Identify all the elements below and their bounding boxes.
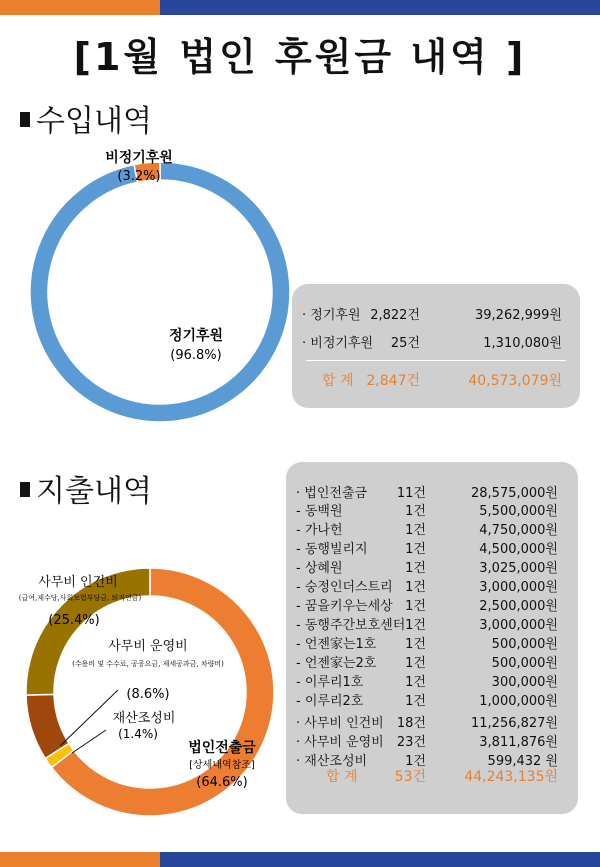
row-amount: 3,025,000원 bbox=[479, 561, 558, 576]
row-count: 23건 bbox=[396, 735, 426, 750]
row-amount: 599,432 원 bbox=[487, 754, 558, 769]
label-irregular-name: 비정기후원 bbox=[105, 150, 173, 166]
row-amount: 500,000원 bbox=[491, 656, 558, 671]
expense-summary-box bbox=[286, 462, 578, 814]
expense-row bbox=[286, 595, 578, 613]
label-transfer-pct: (64.6%) bbox=[196, 775, 248, 790]
row-amount: 4,500,000원 bbox=[479, 542, 558, 557]
top-color-bar bbox=[0, 0, 600, 15]
row-amount: 500,000원 bbox=[491, 637, 558, 652]
row-count: 1건 bbox=[405, 754, 426, 769]
row-count: 11건 bbox=[396, 486, 426, 501]
row-count: 1건 bbox=[405, 675, 426, 690]
row-label: · 재산조성비 bbox=[296, 754, 368, 769]
income-row: · 정기후원 2,822건 39,262,999원 bbox=[302, 308, 562, 323]
expense-row bbox=[286, 712, 578, 730]
row-label: · 사무비 운영비 bbox=[296, 735, 384, 750]
row-count: 1건 bbox=[405, 504, 426, 519]
row-label: - 이루리1호 bbox=[296, 675, 364, 690]
label-operating-note: (수용비 및 수수료, 공공요금, 제세공과금, 차량비) bbox=[72, 660, 224, 668]
row-label: - 동백원 bbox=[296, 504, 343, 519]
income-heading: 수입내역 bbox=[20, 96, 152, 140]
row-count: 1건 bbox=[405, 694, 426, 709]
leader-line bbox=[72, 730, 106, 753]
expense-row bbox=[286, 671, 578, 689]
expense-row bbox=[286, 690, 578, 708]
row-label: · 사무비 인건비 bbox=[296, 716, 384, 731]
label-transfer-name: 법인전출금 bbox=[188, 740, 256, 756]
row-label: - 숭정인더스트리 bbox=[296, 580, 393, 595]
expense-total-row: 합 계 53건 44,243,135원 bbox=[326, 769, 558, 785]
label-personnel-note: (급여,제수당,사회보험부담금, 퇴직연금) bbox=[18, 594, 142, 602]
row-count: 1건 bbox=[405, 618, 426, 633]
row-amount: 3,000,000원 bbox=[479, 580, 558, 595]
income-total-row: 합 계 2,847건 40,573,079원 bbox=[322, 373, 562, 389]
row-count: 1건 bbox=[405, 637, 426, 652]
expense-row bbox=[286, 576, 578, 594]
income-summary-box bbox=[292, 284, 580, 408]
row-label: - 상혜원 bbox=[296, 561, 343, 576]
row-amount: 2,500,000원 bbox=[479, 599, 558, 614]
row-label: - 동행빌리지 bbox=[296, 542, 368, 557]
row-label: · 법인전출금 bbox=[296, 486, 368, 501]
row-label: - 가나헌 bbox=[296, 523, 343, 538]
row-amount: 3,000,000원 bbox=[479, 618, 558, 633]
row-amount: 3,811,876원 bbox=[479, 735, 558, 750]
income-row: · 비정기후원 25건 1,310,080원 bbox=[302, 336, 562, 351]
income-donut-chart bbox=[0, 140, 300, 430]
label-asset-pct: (1.4%) bbox=[118, 727, 158, 741]
expense-row bbox=[286, 538, 578, 556]
label-regular-pct: (96.8%) bbox=[170, 348, 222, 363]
label-personnel-pct: (25.4%) bbox=[48, 613, 100, 628]
divider bbox=[306, 360, 566, 361]
page-title: [1월 법인 후원금 내역 ] bbox=[73, 35, 527, 79]
bullet-icon bbox=[20, 482, 30, 497]
label-operating-name: 사무비 운영비 bbox=[108, 639, 188, 654]
leader-line bbox=[60, 690, 118, 746]
label-personnel-name: 사무비 인건비 bbox=[38, 575, 118, 590]
row-label: - 이루리2호 bbox=[296, 694, 364, 709]
row-label: - 언젠家는1호 bbox=[296, 637, 377, 652]
row-label: - 동행주간보호센터 bbox=[296, 618, 406, 633]
donut-slice-정기후원 bbox=[30, 162, 290, 422]
row-count: 1건 bbox=[405, 561, 426, 576]
expense-heading: 지출내역 bbox=[20, 466, 152, 510]
row-amount: 1,000,000원 bbox=[479, 694, 558, 709]
row-amount: 5,500,000원 bbox=[479, 504, 558, 519]
label-transfer-note: [상세내역참조] bbox=[189, 760, 255, 771]
row-amount: 28,575,000원 bbox=[471, 486, 558, 501]
row-amount: 4,750,000원 bbox=[479, 523, 558, 538]
expense-row bbox=[286, 652, 578, 670]
expense-row bbox=[286, 614, 578, 632]
label-irregular-pct: (3.2%) bbox=[117, 169, 161, 184]
label-regular-name: 정기후원 bbox=[168, 328, 224, 344]
expense-row bbox=[286, 633, 578, 651]
bottom-color-bar bbox=[0, 852, 600, 867]
row-count: 1건 bbox=[405, 523, 426, 538]
row-count: 1건 bbox=[405, 599, 426, 614]
bullet-icon bbox=[20, 112, 30, 127]
label-operating-pct: (8.6%) bbox=[126, 687, 170, 702]
row-count: 1건 bbox=[405, 580, 426, 595]
expense-donut-chart bbox=[0, 540, 290, 820]
row-label: - 언젠家는2호 bbox=[296, 656, 377, 671]
expense-row bbox=[286, 482, 578, 500]
expense-row bbox=[286, 557, 578, 575]
row-count: 1건 bbox=[405, 656, 426, 671]
row-label: - 꿈을키우는세상 bbox=[296, 599, 393, 614]
expense-row bbox=[286, 500, 578, 518]
row-amount: 11,256,827원 bbox=[471, 716, 558, 731]
expense-row bbox=[286, 519, 578, 537]
expense-row bbox=[286, 731, 578, 749]
row-count: 1건 bbox=[405, 542, 426, 557]
row-amount: 300,000원 bbox=[491, 675, 558, 690]
row-count: 18건 bbox=[396, 716, 426, 731]
label-asset-name: 재산조성비 bbox=[112, 711, 176, 726]
